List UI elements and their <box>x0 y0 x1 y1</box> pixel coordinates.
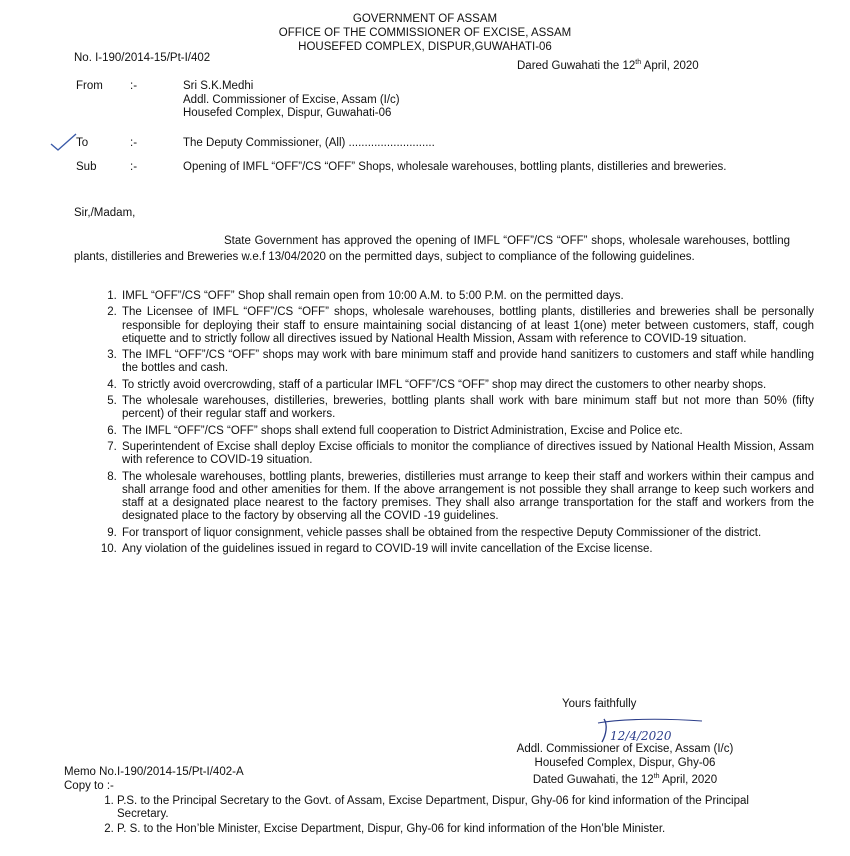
salutation: Sir,/Madam, <box>74 207 136 219</box>
guideline-item: 9. For transport of liquor consignment, vehicle passes shall be obtained from the respective Deputy Commissioner of the district. <box>120 527 814 540</box>
to-label: To <box>76 137 89 149</box>
guideline-item: 8. The wholesale warehouses, bottling plants, breweries, distilleries must arrange to keep their staff and workers within their campus and shall arrange food and other amenities for them. If the above arrangement is not possible they shall arrange to keep such workers and staff at a designated place nearest to the factory premises. They shall also arrange transportation for the staff and workers from the designated place to the factory by observing all the COVID -19 guidelines. <box>120 471 814 524</box>
reference-number: No. I-190/2014-15/Pt-I/402 <box>74 52 211 64</box>
from-name: Sri S.K.Medhi <box>183 80 254 92</box>
copy-item: 1. P.S. to the Principal Secretary to the Govt. of Assam, Excise Department, Dispur, Ghy-06 for kind information of the Principal Secretary. <box>117 795 797 820</box>
letterhead <box>0 12 850 54</box>
memo-number: Memo No.I-190/2014-15/Pt-I/402-A <box>64 766 244 778</box>
copy-to-label: Copy to :- <box>64 779 114 792</box>
header-office: OFFICE OF THE COMMISSIONER OF EXCISE, ASSAM <box>278 27 572 39</box>
header-address: HOUSEFED COMPLEX, DISPUR,GUWAHATI-06 <box>298 41 552 53</box>
header-government: GOVERNMENT OF ASSAM <box>352 13 498 25</box>
intro-paragraph <box>74 234 790 265</box>
signature-date: 12/4/2020 <box>610 729 672 743</box>
signatory-designation: Addl. Commissioner of Excise, Assam (I/c) <box>516 743 734 755</box>
subject-value: Opening of IMFL “OFF”/CS “OFF” Shops, wholesale warehouses, bottling plants, distilleries and breweries. <box>183 161 727 173</box>
closing-text: Yours faithfully <box>562 698 637 710</box>
from-row <box>76 80 776 130</box>
from-designation: Addl. Commissioner of Excise, Assam (I/c) <box>183 93 400 106</box>
memo-block <box>64 766 244 793</box>
copy-list <box>95 795 797 839</box>
guideline-item: 7. Superintendent of Excise shall deploy Excise officials to monitor the compliance of directives issued by National Health Mission, Assam with reference to COVID-19 situation. <box>120 441 814 467</box>
guidelines-list <box>95 290 814 560</box>
from-value <box>183 80 763 121</box>
guideline-item: 2. The Licensee of IMFL “OFF”/CS “OFF” shops, wholesale warehouses, bottling plants, distilleries and breweries shall be personally responsible for deploying their staff to ensure maintaining social distancing of at least 1(one) meter between customers, staff, cough etiquette and to strictly follow all directives issued by National Health Mission, Assam with reference to COVID-19 situation. <box>120 306 814 346</box>
from-colon: :- <box>130 80 138 92</box>
guideline-item: 1. IMFL “OFF”/CS “OFF” Shop shall remain open from 10:00 A.M. to 5:00 P.M. on the permitted days. <box>120 290 814 303</box>
intro-text: State Government has approved the opening of IMFL “OFF”/CS “OFF” shops, wholesale warehouses, bottling plants, distilleries and Breweries w.e.f 13/04/2020 on the permitted days, subject to compliance of the following guidelines. <box>74 235 790 263</box>
subject-label: Sub <box>76 161 97 173</box>
guideline-item: 10. Any violation of the guidelines issued in regard to COVID-19 will invite cancellation of the Excise license. <box>120 543 814 556</box>
copy-item: 2. P. S. to the Hon’ble Minister, Excise Department, Dispur, Ghy-06 for kind information of the Hon’ble Minister. <box>117 823 797 836</box>
guideline-item: 3. The IMFL “OFF”/CS “OFF” shops may work with bare minimum staff and provide hand sanitizers to customers and staff while handling the bottles and cash. <box>120 349 814 375</box>
letter-date: Dared Guwahati the 12th April, 2020 <box>517 59 699 72</box>
signatory-address: Housefed Complex, Dispur, Ghy-06 <box>534 757 716 769</box>
from-label: From <box>76 80 103 92</box>
to-value: The Deputy Commissioner, (All) ........................... <box>183 137 435 149</box>
guideline-item: 4. To strictly avoid overcrowding, staff of a particular IMFL “OFF”/CS “OFF” shop may direct the customers to other nearby shops. <box>120 379 814 392</box>
to-row <box>76 137 776 153</box>
signatory-date: Dated Guwahati, the 12th April, 2020 <box>532 773 718 786</box>
subject-colon: :- <box>130 161 138 173</box>
subject-row <box>76 161 776 191</box>
guideline-item: 6. The IMFL “OFF”/CS “OFF” shops shall extend full cooperation to District Administration, Excise and Police etc. <box>120 425 814 438</box>
from-address: Housefed Complex, Dispur, Guwahati-06 <box>183 107 392 119</box>
guideline-item: 5. The wholesale warehouses, distilleries, breweries, bottling plants shall work with bare minimum staff but not more than 50% (fifty percent) of their regular staff and workers. <box>120 395 814 421</box>
handwritten-signature <box>590 715 710 745</box>
signatory-block <box>475 742 775 787</box>
to-colon: :- <box>130 137 138 149</box>
